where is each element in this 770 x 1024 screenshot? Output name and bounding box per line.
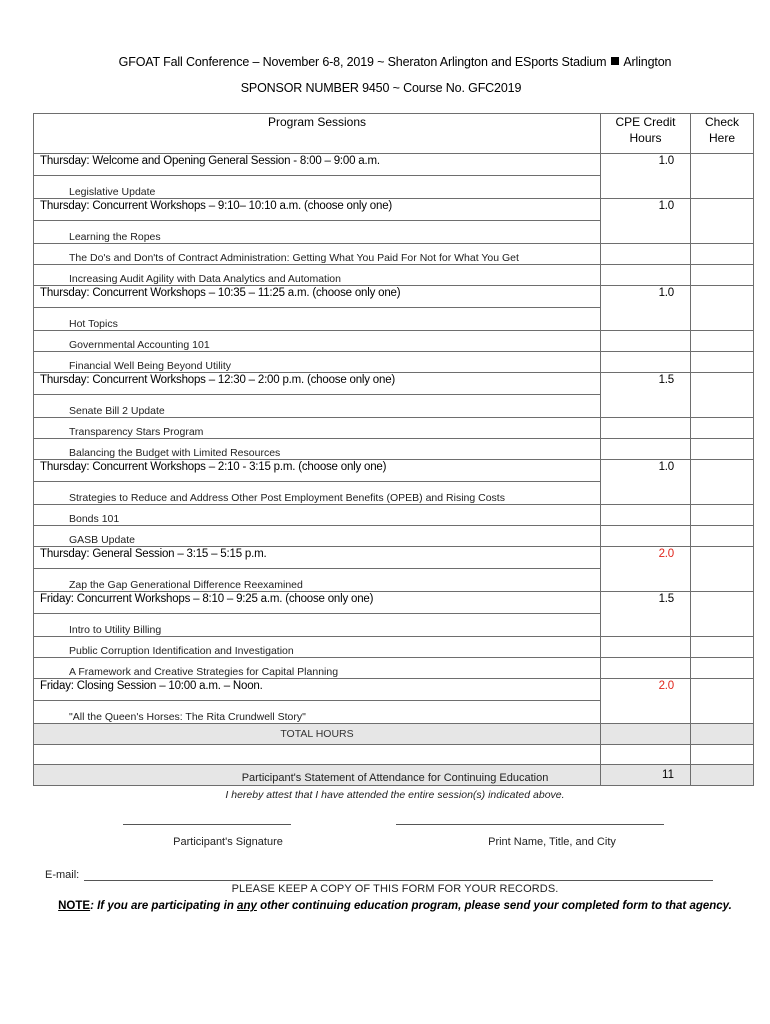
session-check-cell[interactable] (691, 592, 754, 637)
session-option: Legislative Update (34, 176, 601, 199)
program-sessions-table (33, 113, 754, 786)
session-option: Learning the Ropes (34, 221, 601, 244)
email-field[interactable] (84, 880, 713, 881)
header-check-line1: Check (704, 115, 739, 129)
session-option: "All the Queen's Horses: The Rita Crundwell Story" (34, 701, 601, 724)
header-cpe-credit-hours (601, 114, 691, 154)
session-check-cell[interactable] (691, 373, 754, 418)
session-cpe-hours: 1.0 (601, 286, 691, 331)
session-option-row (34, 637, 754, 658)
option-check-cell[interactable] (691, 526, 754, 547)
signature-line[interactable] (123, 824, 291, 825)
blank-cell (601, 745, 691, 765)
option-check-cell[interactable] (691, 439, 754, 460)
option-hours-cell (601, 526, 691, 547)
option-hours-cell (601, 244, 691, 265)
session-row (34, 592, 754, 614)
session-cpe-hours: 1.5 (601, 373, 691, 418)
keep-copy-notice: PLEASE KEEP A COPY OF THIS FORM FOR YOUR RECORDS. (231, 883, 559, 895)
option-hours-cell (601, 265, 691, 286)
table-header-row (34, 114, 754, 154)
session-check-cell[interactable] (691, 154, 754, 199)
note-part2: other continuing education program, please send your completed form to that agency. (256, 900, 732, 912)
session-cpe-hours: 2.0 (601, 547, 691, 592)
note-emphasis: any (237, 900, 257, 912)
session-check-cell[interactable] (691, 679, 754, 724)
attestation-text: I hereby attest that I have attended the entire session(s) indicated above. (225, 789, 565, 801)
session-row (34, 199, 754, 221)
session-option: Senate Bill 2 Update (34, 395, 601, 418)
session-row (34, 547, 754, 569)
session-title: Thursday: Concurrent Workshops – 9:10– 10:10 a.m. (choose only one) (34, 199, 601, 221)
session-title: Thursday: Concurrent Workshops – 12:30 – 2:00 p.m. (choose only one) (34, 373, 601, 395)
header-cpe-line2: Hours (629, 131, 662, 145)
session-option: Hot Topics (34, 308, 601, 331)
conference-city: Arlington (623, 55, 672, 69)
option-hours-cell (601, 331, 691, 352)
total-check-cell (691, 724, 754, 745)
option-check-cell[interactable] (691, 505, 754, 526)
session-option-row (34, 331, 754, 352)
session-option: Balancing the Budget with Limited Resources (34, 439, 601, 460)
blank-cell (34, 745, 601, 765)
session-row (34, 679, 754, 701)
session-row (34, 460, 754, 482)
total-hours-label: TOTAL HOURS (34, 724, 601, 745)
note-label: NOTE (58, 900, 91, 912)
blank-cell (691, 745, 754, 765)
session-title: Thursday: General Session – 3:15 – 5:15 p.m. (34, 547, 601, 569)
signature-label: Participant's Signature (173, 836, 283, 848)
session-option-row (34, 526, 754, 547)
session-check-cell[interactable] (691, 460, 754, 505)
print-name-line[interactable] (396, 824, 664, 825)
session-option: Strategies to Reduce and Address Other Post Employment Benefits (OPEB) and Rising Costs (34, 482, 601, 505)
option-hours-cell (601, 637, 691, 658)
session-row (34, 286, 754, 308)
conference-title-text: GFOAT Fall Conference – November 6-8, 2019 ~ Sheraton Arlington and ESports Stadium (118, 55, 607, 69)
session-option: The Do's and Don'ts of Contract Administration: Getting What You Paid For Not for What You Get (34, 244, 601, 265)
sponsor-line: SPONSOR NUMBER 9450 ~ Course No. GFC2019 (240, 81, 522, 95)
session-option-row (34, 265, 754, 286)
session-check-cell[interactable] (691, 547, 754, 592)
total-hours-value: 11 (601, 765, 691, 786)
header-check-line2: Here (708, 131, 735, 145)
email-label: E-mail: (45, 869, 80, 881)
header-cpe-line1: CPE Credit (615, 115, 676, 129)
session-cpe-hours: 1.0 (601, 199, 691, 244)
session-option-row (34, 244, 754, 265)
session-row (34, 373, 754, 395)
statement-heading: Participant's Statement of Attendance for Continuing Education (241, 772, 549, 784)
session-check-cell[interactable] (691, 286, 754, 331)
total-hours-cell (601, 724, 691, 745)
session-option-row (34, 658, 754, 679)
session-cpe-hours: 1.0 (601, 154, 691, 199)
session-option: Governmental Accounting 101 (34, 331, 601, 352)
option-hours-cell (601, 352, 691, 373)
session-title: Thursday: Concurrent Workshops – 10:35 – 11:25 a.m. (choose only one) (34, 286, 601, 308)
session-option-row (34, 439, 754, 460)
session-cpe-hours: 1.5 (601, 592, 691, 637)
option-hours-cell (601, 439, 691, 460)
option-check-cell[interactable] (691, 265, 754, 286)
sessions-body (34, 154, 754, 724)
session-option: A Framework and Creative Strategies for Capital Planning (34, 658, 601, 679)
blank-row (34, 745, 754, 765)
option-hours-cell (601, 418, 691, 439)
session-option: Public Corruption Identification and Investigation (34, 637, 601, 658)
option-check-cell[interactable] (691, 418, 754, 439)
session-option: Transparency Stars Program (34, 418, 601, 439)
option-check-cell[interactable] (691, 658, 754, 679)
session-option: Increasing Audit Agility with Data Analytics and Automation (34, 265, 601, 286)
session-option: Zap the Gap Generational Difference Reexamined (34, 569, 601, 592)
option-check-cell[interactable] (691, 352, 754, 373)
option-hours-cell (601, 505, 691, 526)
note-part1: : If you are participating in (90, 900, 238, 912)
session-option-row (34, 505, 754, 526)
note-text (0, 900, 770, 912)
session-option: GASB Update (34, 526, 601, 547)
session-check-cell[interactable] (691, 199, 754, 244)
session-option: Intro to Utility Billing (34, 614, 601, 637)
session-title: Thursday: Welcome and Opening General Session - 8:00 – 9:00 a.m. (34, 154, 601, 176)
session-cpe-hours: 1.0 (601, 460, 691, 505)
print-name-label: Print Name, Title, and City (488, 836, 616, 848)
session-title: Friday: Concurrent Workshops – 8:10 – 9:25 a.m. (choose only one) (34, 592, 601, 614)
option-hours-cell (601, 658, 691, 679)
header-program-sessions: Program Sessions (34, 114, 601, 154)
session-option: Bonds 101 (34, 505, 601, 526)
session-row (34, 154, 754, 176)
session-option: Financial Well Being Beyond Utility (34, 352, 601, 373)
conference-title (0, 55, 770, 69)
session-title: Thursday: Concurrent Workshops – 2:10 - 3:15 p.m. (choose only one) (34, 460, 601, 482)
session-option-row (34, 418, 754, 439)
session-title: Friday: Closing Session – 10:00 a.m. – Noon. (34, 679, 601, 701)
header-check-here (691, 114, 754, 154)
session-option-row (34, 352, 754, 373)
session-cpe-hours: 2.0 (601, 679, 691, 724)
total-hours-row (34, 724, 754, 745)
option-check-cell[interactable] (691, 637, 754, 658)
option-check-cell[interactable] (691, 331, 754, 352)
square-bullet-icon (611, 57, 619, 65)
option-check-cell[interactable] (691, 244, 754, 265)
